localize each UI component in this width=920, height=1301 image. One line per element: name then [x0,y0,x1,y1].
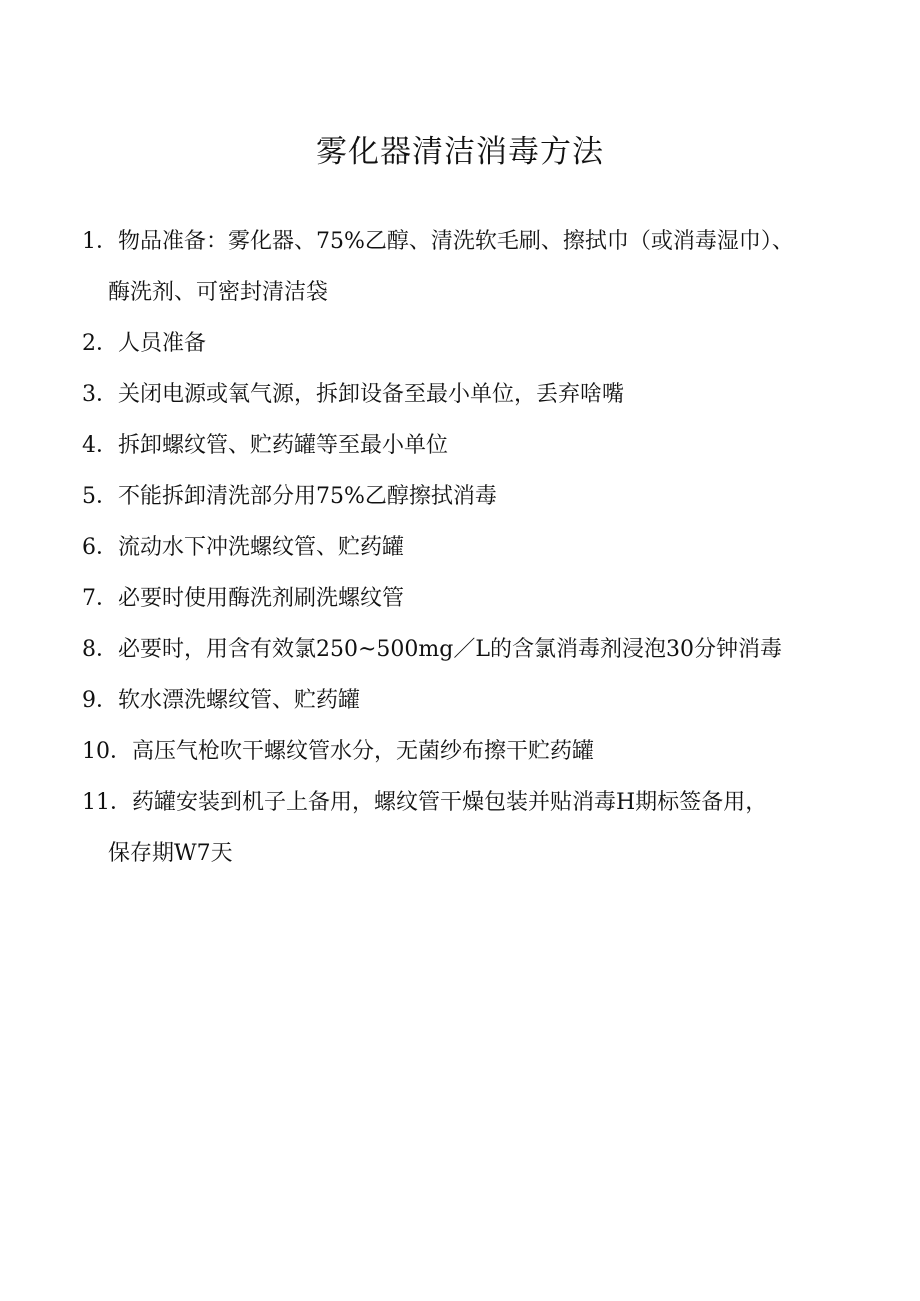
step-item [82,226,842,308]
step-item [82,634,842,665]
step-item [82,481,842,512]
step-number: 7 [82,586,96,611]
step-number: 3 [82,382,96,407]
step-number: 4 [82,433,96,458]
step-text: ．必要时使用酶洗剂刷洗螺纹管 [96,586,405,611]
step-text: ．流动水下冲洗螺纹管、贮药罐 [96,535,405,560]
step-text: ．拆卸螺纹管、贮药罐等至最小单位 [96,433,449,458]
document-title: 雾化器清洁消毒方法 [316,134,604,170]
step-number: 5 [82,484,96,509]
step-item [82,583,842,614]
step-item [82,430,842,461]
step-continuation: 保存期W7天 [108,841,233,866]
step-text: ．药罐安装到机子上备用，螺纹管干燥包装并贴消毒H期标签备用， [110,790,768,815]
step-text: ．物品准备：雾化器、75%乙醇、清洗软毛刷、擦拭巾（或消毒湿巾）、 [96,229,794,254]
step-text: ．不能拆卸清洗部分用75%乙醇擦拭消毒 [96,484,497,509]
step-text: ．软水漂洗螺纹管、贮药罐 [96,688,361,713]
step-item [82,379,842,410]
step-item [82,787,842,869]
step-item [82,736,842,767]
step-item [82,328,842,359]
step-number: 2 [82,331,96,356]
step-continuation: 酶洗剂、可密封清洁袋 [108,280,329,305]
step-number: 1 [82,229,96,254]
step-text: ．关闭电源或氧气源，拆卸设备至最小单位，丢弃啥嘴 [96,382,625,407]
step-text: ．必要时，用含有效氯250~500mg／L的含氯消毒剂浸泡30分钟消毒 [96,637,782,662]
step-text: ．高压气枪吹干螺纹管水分，无菌纱布擦干贮药罐 [110,739,595,764]
step-text: ．人员准备 [96,331,207,356]
step-item [82,532,842,563]
step-item [82,685,842,716]
steps-list [82,226,842,889]
step-number: 11 [82,790,110,815]
step-number: 8 [82,637,96,662]
step-number: 6 [82,535,96,560]
step-number: 9 [82,688,96,713]
step-number: 10 [82,739,110,764]
